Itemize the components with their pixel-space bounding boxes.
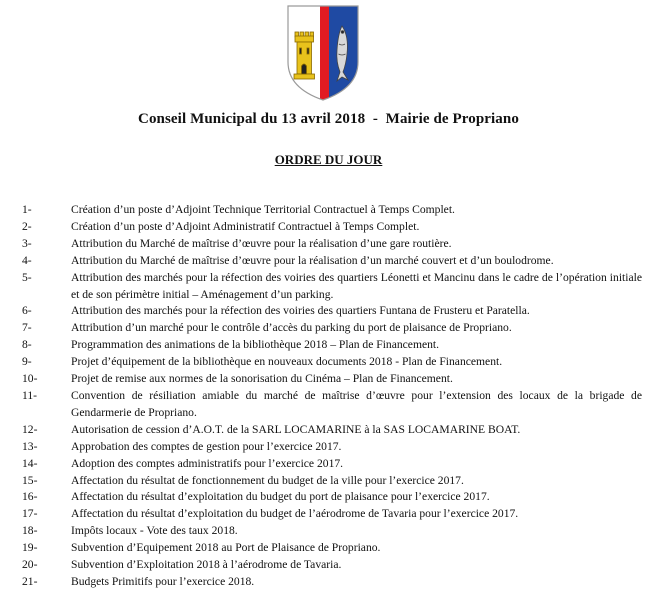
agenda-item-text: Attribution du Marché de maîtrise d’œuvre pour la réalisation d’un marché couvert et d’un boulodrome.	[71, 253, 554, 267]
agenda-item-text: Subvention d’Exploitation 2018 à l’aérodrome de Tavaria.	[71, 558, 342, 572]
agenda-item	[22, 422, 642, 439]
agenda-item-text: Impôts locaux - Vote des taux 2018.	[71, 524, 238, 538]
agenda-item-text: Création d’un poste d’Adjoint Administratif Contractuel à Temps Complet.	[71, 219, 420, 233]
tower-icon	[294, 32, 315, 79]
agenda-item	[22, 456, 642, 473]
agenda-item-number: 14-	[22, 456, 38, 470]
agenda-item-text: Affectation du résultat d’exploitation du budget du port de plaisance pour l’exercice 2017.	[71, 490, 490, 504]
agenda-item-text: Attribution des marchés pour la réfection des voiries des quartiers Léonetti et Mancinu dans le cadre de l’opération initiale et de son périmètre initial – Aménagement d’un parking.	[71, 270, 642, 301]
agenda-item	[22, 574, 642, 591]
agenda-item-text: Attribution du Marché de maîtrise d’œuvre pour la réalisation d’une gare routière.	[71, 236, 452, 250]
agenda-item-text: Affectation du résultat d’exploitation du budget de l’aérodrome de Tavaria pour l’exercice 2017.	[71, 507, 519, 521]
agenda-item	[22, 523, 642, 540]
agenda-item-text: Création d’un poste d’Adjoint Technique Territorial Contractuel à Temps Complet.	[71, 203, 455, 216]
agenda-item-text: Projet de remise aux normes de la sonorisation du Cinéma – Plan de Financement.	[71, 372, 453, 386]
shield-red-pale	[320, 4, 329, 102]
agenda-item-number: 15-	[22, 473, 38, 487]
agenda-item-number: 11-	[22, 388, 38, 402]
agenda-item	[22, 540, 642, 557]
agenda-item	[22, 270, 642, 304]
agenda-item-text: Programmation des animations de la bibliothèque 2018 – Plan de Financement.	[71, 338, 440, 352]
agenda-item-number: 17-	[22, 507, 38, 521]
agenda-item-number: 16-	[22, 490, 38, 504]
agenda-item	[22, 303, 642, 320]
agenda-item-number: 19-	[22, 541, 38, 555]
agenda-item-text: Approbation des comptes de gestion pour l’exercice 2017.	[71, 439, 342, 453]
agenda-item	[22, 253, 642, 270]
agenda-item-text: Affectation du résultat de fonctionnement du budget de la ville pour l’exercice 2017.	[71, 473, 464, 487]
agenda-item	[22, 337, 642, 354]
agenda-item-text: Subvention d’Equipement 2018 au Port de Plaisance de Propriano.	[71, 541, 381, 555]
agenda-item	[22, 557, 642, 574]
agenda-item	[22, 439, 642, 456]
agenda-item	[22, 236, 642, 253]
agenda-item-number: 2-	[22, 219, 32, 233]
agenda-item	[22, 371, 642, 388]
agenda-item	[22, 354, 642, 371]
agenda-item	[22, 489, 642, 506]
agenda-item-number: 18-	[22, 524, 38, 538]
agenda-item-number: 20-	[22, 558, 38, 572]
agenda-item-text: Budgets Primitifs pour l’exercice 2018.	[71, 574, 255, 588]
agenda-item	[22, 219, 642, 236]
agenda-item-number: 7-	[22, 321, 32, 335]
agenda-item-number: 9-	[22, 355, 32, 369]
agenda-item	[22, 388, 642, 422]
agenda-item-number: 1-	[22, 203, 32, 216]
agenda-item-number: 10-	[22, 372, 38, 386]
agenda-item-number: 8-	[22, 338, 32, 352]
agenda-item	[22, 202, 642, 219]
agenda-item-number: 21-	[22, 574, 38, 588]
agenda-item-number: 12-	[22, 422, 38, 436]
agenda-item-number: 4-	[22, 253, 32, 267]
agenda-item-text: Attribution d’un marché pour le contrôle d’accès du parking du port de plaisance de Propriano.	[71, 321, 512, 335]
agenda-item-number: 13-	[22, 439, 38, 453]
agenda-heading: ORDRE DU JOUR	[274, 152, 383, 167]
agenda-item	[22, 506, 642, 523]
agenda-item-text: Adoption des comptes administratifs pour l’exercice 2017.	[71, 456, 344, 470]
agenda-item-number: 6-	[22, 304, 32, 318]
agenda-item-text: Convention de résiliation amiable du marché de maîtrise d’œuvre pour l’extension des locaux de la brigade de Gendarmerie de Propriano.	[71, 388, 642, 419]
page-title: Conseil Municipal du 13 avril 2018 - Mairie de Propriano	[138, 111, 519, 127]
agenda-item-text: Autorisation de cession d’A.O.T. de la SARL LOCAMARINE à la SAS LOCAMARINE BOAT.	[71, 422, 521, 436]
agenda-item-number: 3-	[22, 236, 32, 250]
agenda-item-number: 5-	[22, 270, 32, 284]
agenda-item	[22, 473, 642, 490]
agenda-item	[22, 320, 642, 337]
propriano-coat-of-arms-icon	[286, 4, 360, 102]
agenda-list	[22, 202, 642, 591]
agenda-item-text: Projet d’équipement de la bibliothèque en nouveaux documents 2018 - Plan de Financement.	[71, 355, 503, 369]
agenda-item-text: Attribution des marchés pour la réfection des voiries des quartiers Funtana de Frusteru et Paratella.	[71, 304, 530, 318]
